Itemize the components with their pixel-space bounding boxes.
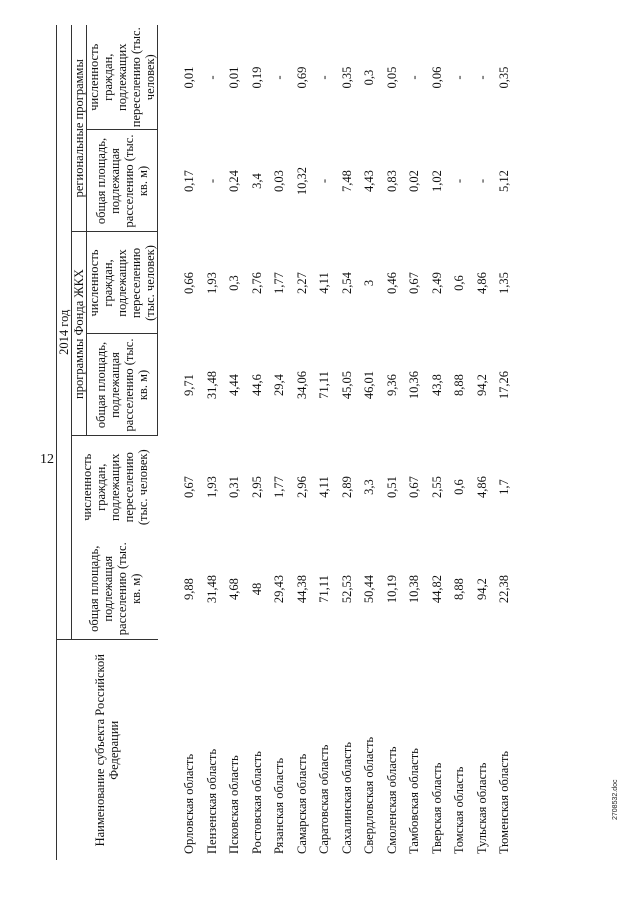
value-cell: 2,76 (249, 272, 264, 294)
value-cell: 0,17 (182, 170, 197, 192)
value-cell: 1,93 (204, 476, 219, 498)
header-regional-people: численность граждан, подлежащих переселению (тыс. человек) (87, 25, 158, 130)
header-fund-programs: программы Фонда ЖКХ (72, 232, 87, 436)
value-cell: 17,26 (497, 370, 512, 400)
value-cell: 31,48 (204, 574, 219, 604)
value-cell: 4,44 (227, 374, 242, 396)
region-name-cell: Ростовская область (249, 751, 264, 854)
document-filename: 2708532.doc (612, 779, 619, 820)
value-cell: 0,67 (407, 476, 422, 498)
value-cell: 29,43 (272, 574, 287, 604)
value-cell: 71,11 (317, 371, 332, 399)
value-cell: 94,2 (474, 578, 489, 600)
value-cell: 2,89 (339, 476, 354, 498)
table-row (471, 25, 494, 860)
value-cell: 1,7 (497, 479, 512, 495)
value-cell: 0,67 (182, 476, 197, 498)
region-name-cell: Тамбовская область (407, 748, 422, 854)
table-row (336, 25, 359, 860)
value-cell: - (204, 178, 219, 184)
value-cell: 0,83 (384, 170, 399, 192)
header-regional-programs: региональные программы (72, 25, 87, 232)
header-total-area: общая площадь, подлежащая расселению (тыс. кв. м) (86, 542, 143, 636)
table-body (158, 25, 516, 860)
value-cell: 0,46 (384, 272, 399, 294)
value-cell: 44,6 (249, 374, 264, 396)
value-cell: 0,51 (384, 476, 399, 498)
value-cell: - (317, 75, 332, 80)
region-name-cell: Рязанская область (272, 757, 287, 854)
value-cell: - (474, 178, 489, 184)
value-cell: 4,68 (227, 578, 242, 600)
value-cell: 0,6 (452, 275, 467, 291)
value-cell: 3 (362, 279, 377, 287)
region-name-cell: Пензенская область (204, 748, 219, 854)
table-row (246, 25, 269, 860)
value-cell: 0,6 (452, 479, 467, 495)
table-row (201, 25, 224, 860)
value-cell: 10,19 (384, 574, 399, 604)
value-cell: 1,35 (497, 272, 512, 294)
region-name-cell: Томская область (452, 766, 467, 854)
value-cell: 52,53 (339, 574, 354, 604)
page-number: 12 (40, 452, 54, 467)
value-cell: 0,03 (272, 170, 287, 192)
value-cell: 4,43 (362, 170, 377, 192)
value-cell: 0,35 (497, 66, 512, 89)
value-cell: 29,4 (272, 374, 287, 396)
value-cell: 48 (249, 582, 264, 596)
value-cell: 0,3 (227, 275, 242, 291)
value-cell: - (272, 75, 287, 80)
table-row (426, 25, 449, 860)
region-name-cell: Сахалинская область (339, 742, 354, 854)
value-cell: 10,38 (407, 574, 422, 604)
table-row (223, 25, 246, 860)
table-row (448, 25, 471, 860)
value-cell: 71,11 (317, 575, 332, 603)
value-cell: 2,27 (294, 272, 309, 294)
table-row (358, 25, 381, 860)
header-regional-area: общая площадь, подлежащая расселению (тыс. кв. м) (87, 130, 158, 232)
value-cell: 1,93 (204, 272, 219, 294)
region-name-cell: Тверская область (429, 762, 444, 854)
value-cell: 0,3 (362, 69, 377, 86)
value-cell: - (407, 75, 422, 80)
table-row (313, 25, 336, 860)
value-cell: - (474, 75, 489, 80)
value-cell: 9,88 (182, 578, 197, 600)
value-cell: 1,77 (272, 272, 287, 294)
header-year: 2014 год (57, 25, 72, 640)
value-cell: - (452, 178, 467, 184)
value-cell: 0,67 (407, 272, 422, 294)
region-name-cell: Смоленская область (384, 746, 399, 854)
value-cell: 3,3 (362, 479, 377, 495)
value-cell: 34,06 (294, 370, 309, 400)
region-name-cell: Тюменская область (497, 751, 512, 854)
value-cell: 43,8 (429, 374, 444, 396)
value-cell: 2,95 (249, 476, 264, 498)
value-cell: - (317, 178, 332, 184)
value-cell: 8,88 (452, 578, 467, 600)
value-cell: - (204, 75, 219, 80)
value-cell: 0,19 (249, 66, 264, 89)
table-row (403, 25, 426, 860)
value-cell: 0,01 (227, 66, 242, 89)
region-name-cell: Орловская область (182, 753, 197, 854)
value-cell: 0,35 (339, 66, 354, 89)
value-cell: 9,36 (384, 374, 399, 396)
value-cell: 1,77 (272, 476, 287, 498)
value-cell: 7,48 (339, 170, 354, 192)
table-row (178, 25, 201, 860)
value-cell: 45,05 (339, 370, 354, 400)
value-cell: 0,69 (294, 66, 309, 89)
value-cell: 4,86 (474, 272, 489, 294)
value-cell: 2,49 (429, 272, 444, 294)
table-row (493, 25, 516, 860)
value-cell: 4,11 (317, 476, 332, 498)
value-cell: 44,38 (294, 574, 309, 604)
value-cell: 44,82 (429, 574, 444, 604)
value-cell: 1,02 (429, 170, 444, 192)
value-cell: - (452, 75, 467, 80)
value-cell: 10,32 (294, 166, 309, 196)
region-name-cell: Тульская область (474, 762, 489, 854)
header-total-people: численность граждан, подлежащих переселению (тыс. человек) (72, 436, 158, 538)
value-cell: 50,44 (362, 574, 377, 604)
value-cell: 3,4 (249, 173, 264, 189)
value-cell: 0,02 (407, 170, 422, 192)
value-cell: 4,86 (474, 476, 489, 498)
region-name-cell: Самарская область (294, 753, 309, 854)
value-cell: 2,54 (339, 272, 354, 294)
value-cell: 8,88 (452, 374, 467, 396)
resettlement-table (56, 25, 516, 860)
value-cell: 0,66 (182, 272, 197, 294)
value-cell: 9,71 (182, 374, 197, 396)
header-fund-people: численность граждан, подлежащих переселению (тыс. человек) (87, 232, 158, 334)
value-cell: 0,05 (384, 66, 399, 89)
table-row (268, 25, 291, 860)
header-fund-area: общая площадь, подлежащая расселению (тыс. кв. м) (87, 334, 158, 436)
value-cell: 22,38 (497, 574, 512, 604)
value-cell: 46,01 (362, 370, 377, 400)
value-cell: 31,48 (204, 370, 219, 400)
table-row (291, 25, 314, 860)
region-name-cell: Саратовская область (317, 744, 332, 854)
value-cell: 4,11 (317, 272, 332, 294)
value-cell: 0,31 (227, 476, 242, 498)
value-cell: 0,24 (227, 170, 242, 192)
value-cell: 0,06 (429, 66, 444, 89)
region-name-cell: Свердловская область (362, 736, 377, 854)
value-cell: 5,12 (497, 170, 512, 192)
value-cell: 2,55 (429, 476, 444, 498)
region-name-cell: Псковская область (227, 755, 242, 854)
value-cell: 10,36 (407, 370, 422, 400)
value-cell: 94,2 (474, 374, 489, 396)
header-region-name: Наименование субъекта Российской Федерации (57, 640, 158, 860)
table-row (381, 25, 404, 860)
value-cell: 2,96 (294, 476, 309, 498)
value-cell: 0,01 (182, 66, 197, 89)
